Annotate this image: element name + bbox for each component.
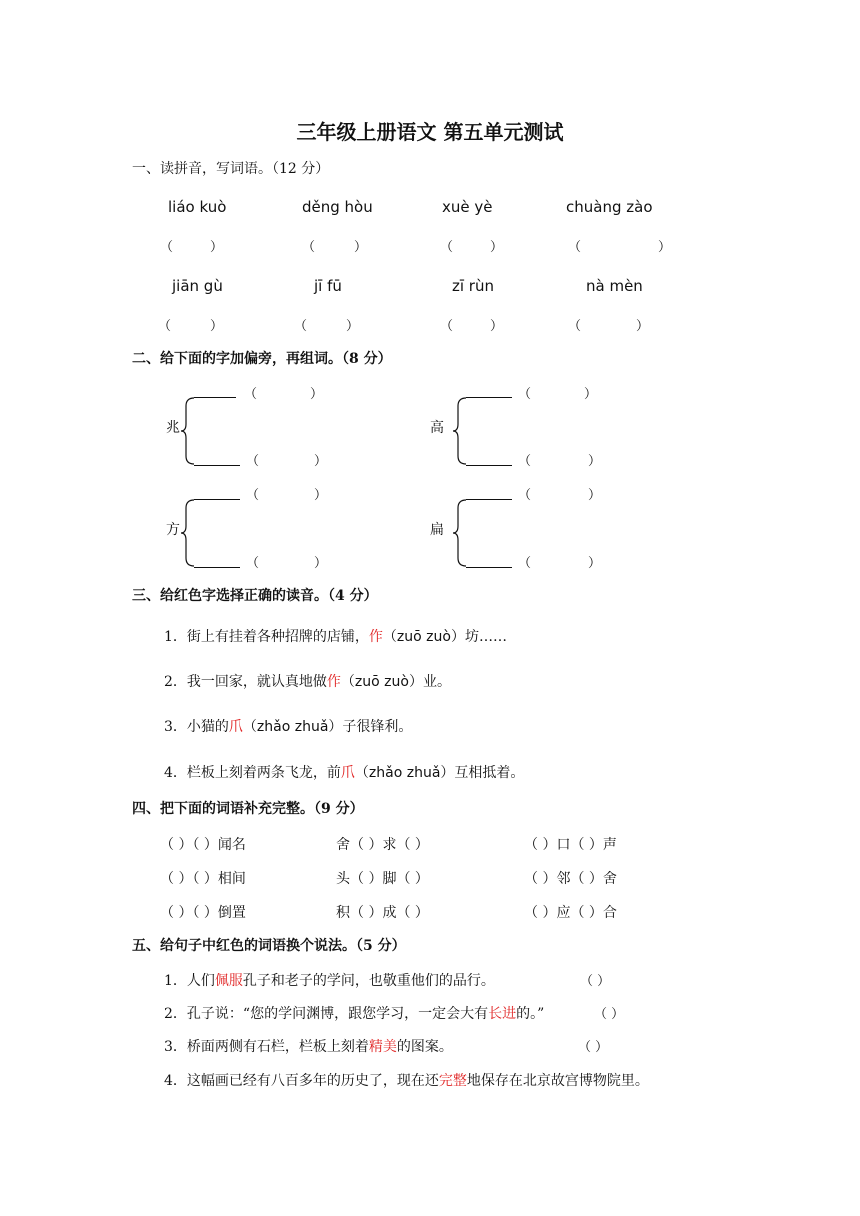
radical-char-gao: 高 bbox=[430, 420, 444, 436]
pinyin-3: xuè yè bbox=[442, 198, 493, 216]
paren-open: （ bbox=[518, 387, 532, 402]
paren-open: （ bbox=[244, 387, 258, 402]
answer-blank[interactable]: （ ） bbox=[594, 1007, 625, 1022]
blank-line[interactable] bbox=[194, 567, 240, 568]
pinyin-2: děng hòu bbox=[302, 198, 373, 216]
question-item: 2．我一回家，就认真地做作（zuō zuò）业。 bbox=[164, 674, 451, 690]
section-4-heading: 四、把下面的词语补充完整。（9 分） bbox=[132, 801, 364, 817]
idiom-blank[interactable]: （ ）（ ）倒置 bbox=[160, 905, 246, 921]
paren-close: ） bbox=[314, 488, 328, 503]
paren-close: ） bbox=[588, 488, 602, 503]
paren-close: ） bbox=[310, 387, 324, 402]
paren-open: （ bbox=[518, 488, 532, 503]
blank-line[interactable] bbox=[466, 499, 512, 500]
section-2-heading: 二、给下面的字加偏旁，再组词。（8 分） bbox=[132, 351, 392, 367]
brace-icon bbox=[452, 396, 468, 466]
paren-open: （ bbox=[518, 454, 532, 469]
blank-line[interactable] bbox=[466, 567, 512, 568]
radical-char-fang: 方 bbox=[166, 522, 180, 538]
radical-char-zhao: 兆 bbox=[166, 420, 180, 436]
idiom-blank[interactable]: 积（ ）成（ ） bbox=[336, 905, 429, 921]
idiom-blank[interactable]: （ ）应（ ）合 bbox=[524, 905, 617, 921]
question-item: 1．街上有挂着各种招牌的店铺，作（zuō zuò）坊…… bbox=[164, 629, 507, 645]
section-1-heading: 一、读拼音，写词语。（12 分） bbox=[132, 161, 330, 177]
paren-open: （ bbox=[246, 488, 260, 503]
question-item: 3．小猫的爪（zhǎo zhuǎ）子很锋利。 bbox=[164, 719, 413, 735]
blank-line[interactable] bbox=[466, 397, 512, 398]
answer-blank[interactable]: （ ） bbox=[578, 1040, 609, 1055]
page-title: 三年级上册语文 第五单元测试 bbox=[296, 120, 564, 144]
section-3-heading: 三、给红色字选择正确的读音。（4 分） bbox=[132, 588, 378, 604]
idiom-blank[interactable]: （ ）邻（ ）舍 bbox=[524, 871, 617, 887]
pinyin-5: jiān gù bbox=[172, 277, 223, 295]
paren-open: （ bbox=[518, 556, 532, 571]
question-item: 3．桥面两侧有石栏，栏板上刻着精美的图案。 bbox=[164, 1039, 453, 1055]
idiom-blank[interactable]: （ ）（ ）闻名 bbox=[160, 837, 246, 853]
paren-open: （ bbox=[246, 454, 260, 469]
paren-close: ） bbox=[314, 556, 328, 571]
brace-icon bbox=[180, 396, 196, 466]
pinyin-7: zī rùn bbox=[452, 277, 494, 295]
question-item: 2．孔子说：“您的学问渊博，跟您学习，一定会大有长进的。” bbox=[164, 1006, 545, 1022]
blank-line[interactable] bbox=[194, 499, 240, 500]
idiom-blank[interactable]: （ ）（ ）相间 bbox=[160, 871, 246, 887]
paren-close: ） bbox=[588, 454, 602, 469]
paren-close: ） bbox=[314, 454, 328, 469]
paren-open: （ bbox=[246, 556, 260, 571]
question-item: 4．栏板上刻着两条飞龙，前爪（zhǎo zhuǎ）互相抵着。 bbox=[164, 765, 525, 781]
question-item: 4．这幅画已经有八百多年的历史了，现在还完整地保存在北京故宫博物院里。 bbox=[164, 1073, 649, 1089]
brace-icon bbox=[180, 498, 196, 568]
answer-blank[interactable]: （ ） bbox=[580, 974, 611, 989]
brace-icon bbox=[452, 498, 468, 568]
idiom-blank[interactable]: 舍（ ）求（ ） bbox=[336, 837, 429, 853]
blank-line[interactable] bbox=[194, 465, 240, 466]
paren-close: ） bbox=[588, 556, 602, 571]
idiom-blank[interactable]: （ ）口（ ）声 bbox=[524, 837, 617, 853]
pinyin-8: nà mèn bbox=[586, 277, 643, 295]
section-5-heading: 五、给句子中红色的词语换个说法。（5 分） bbox=[132, 938, 406, 954]
pinyin-1: liáo kuò bbox=[168, 198, 227, 216]
radical-char-bian: 扁 bbox=[430, 522, 444, 538]
idiom-blank[interactable]: 头（ ）脚（ ） bbox=[336, 871, 429, 887]
pinyin-6: jī fū bbox=[314, 277, 342, 295]
paren-close: ） bbox=[584, 387, 598, 402]
question-item: 1．人们佩服孔子和老子的学问，也敬重他们的品行。 bbox=[164, 973, 495, 989]
blank-line[interactable] bbox=[194, 397, 236, 398]
pinyin-4: chuàng zào bbox=[566, 198, 653, 216]
blank-line[interactable] bbox=[466, 465, 512, 466]
